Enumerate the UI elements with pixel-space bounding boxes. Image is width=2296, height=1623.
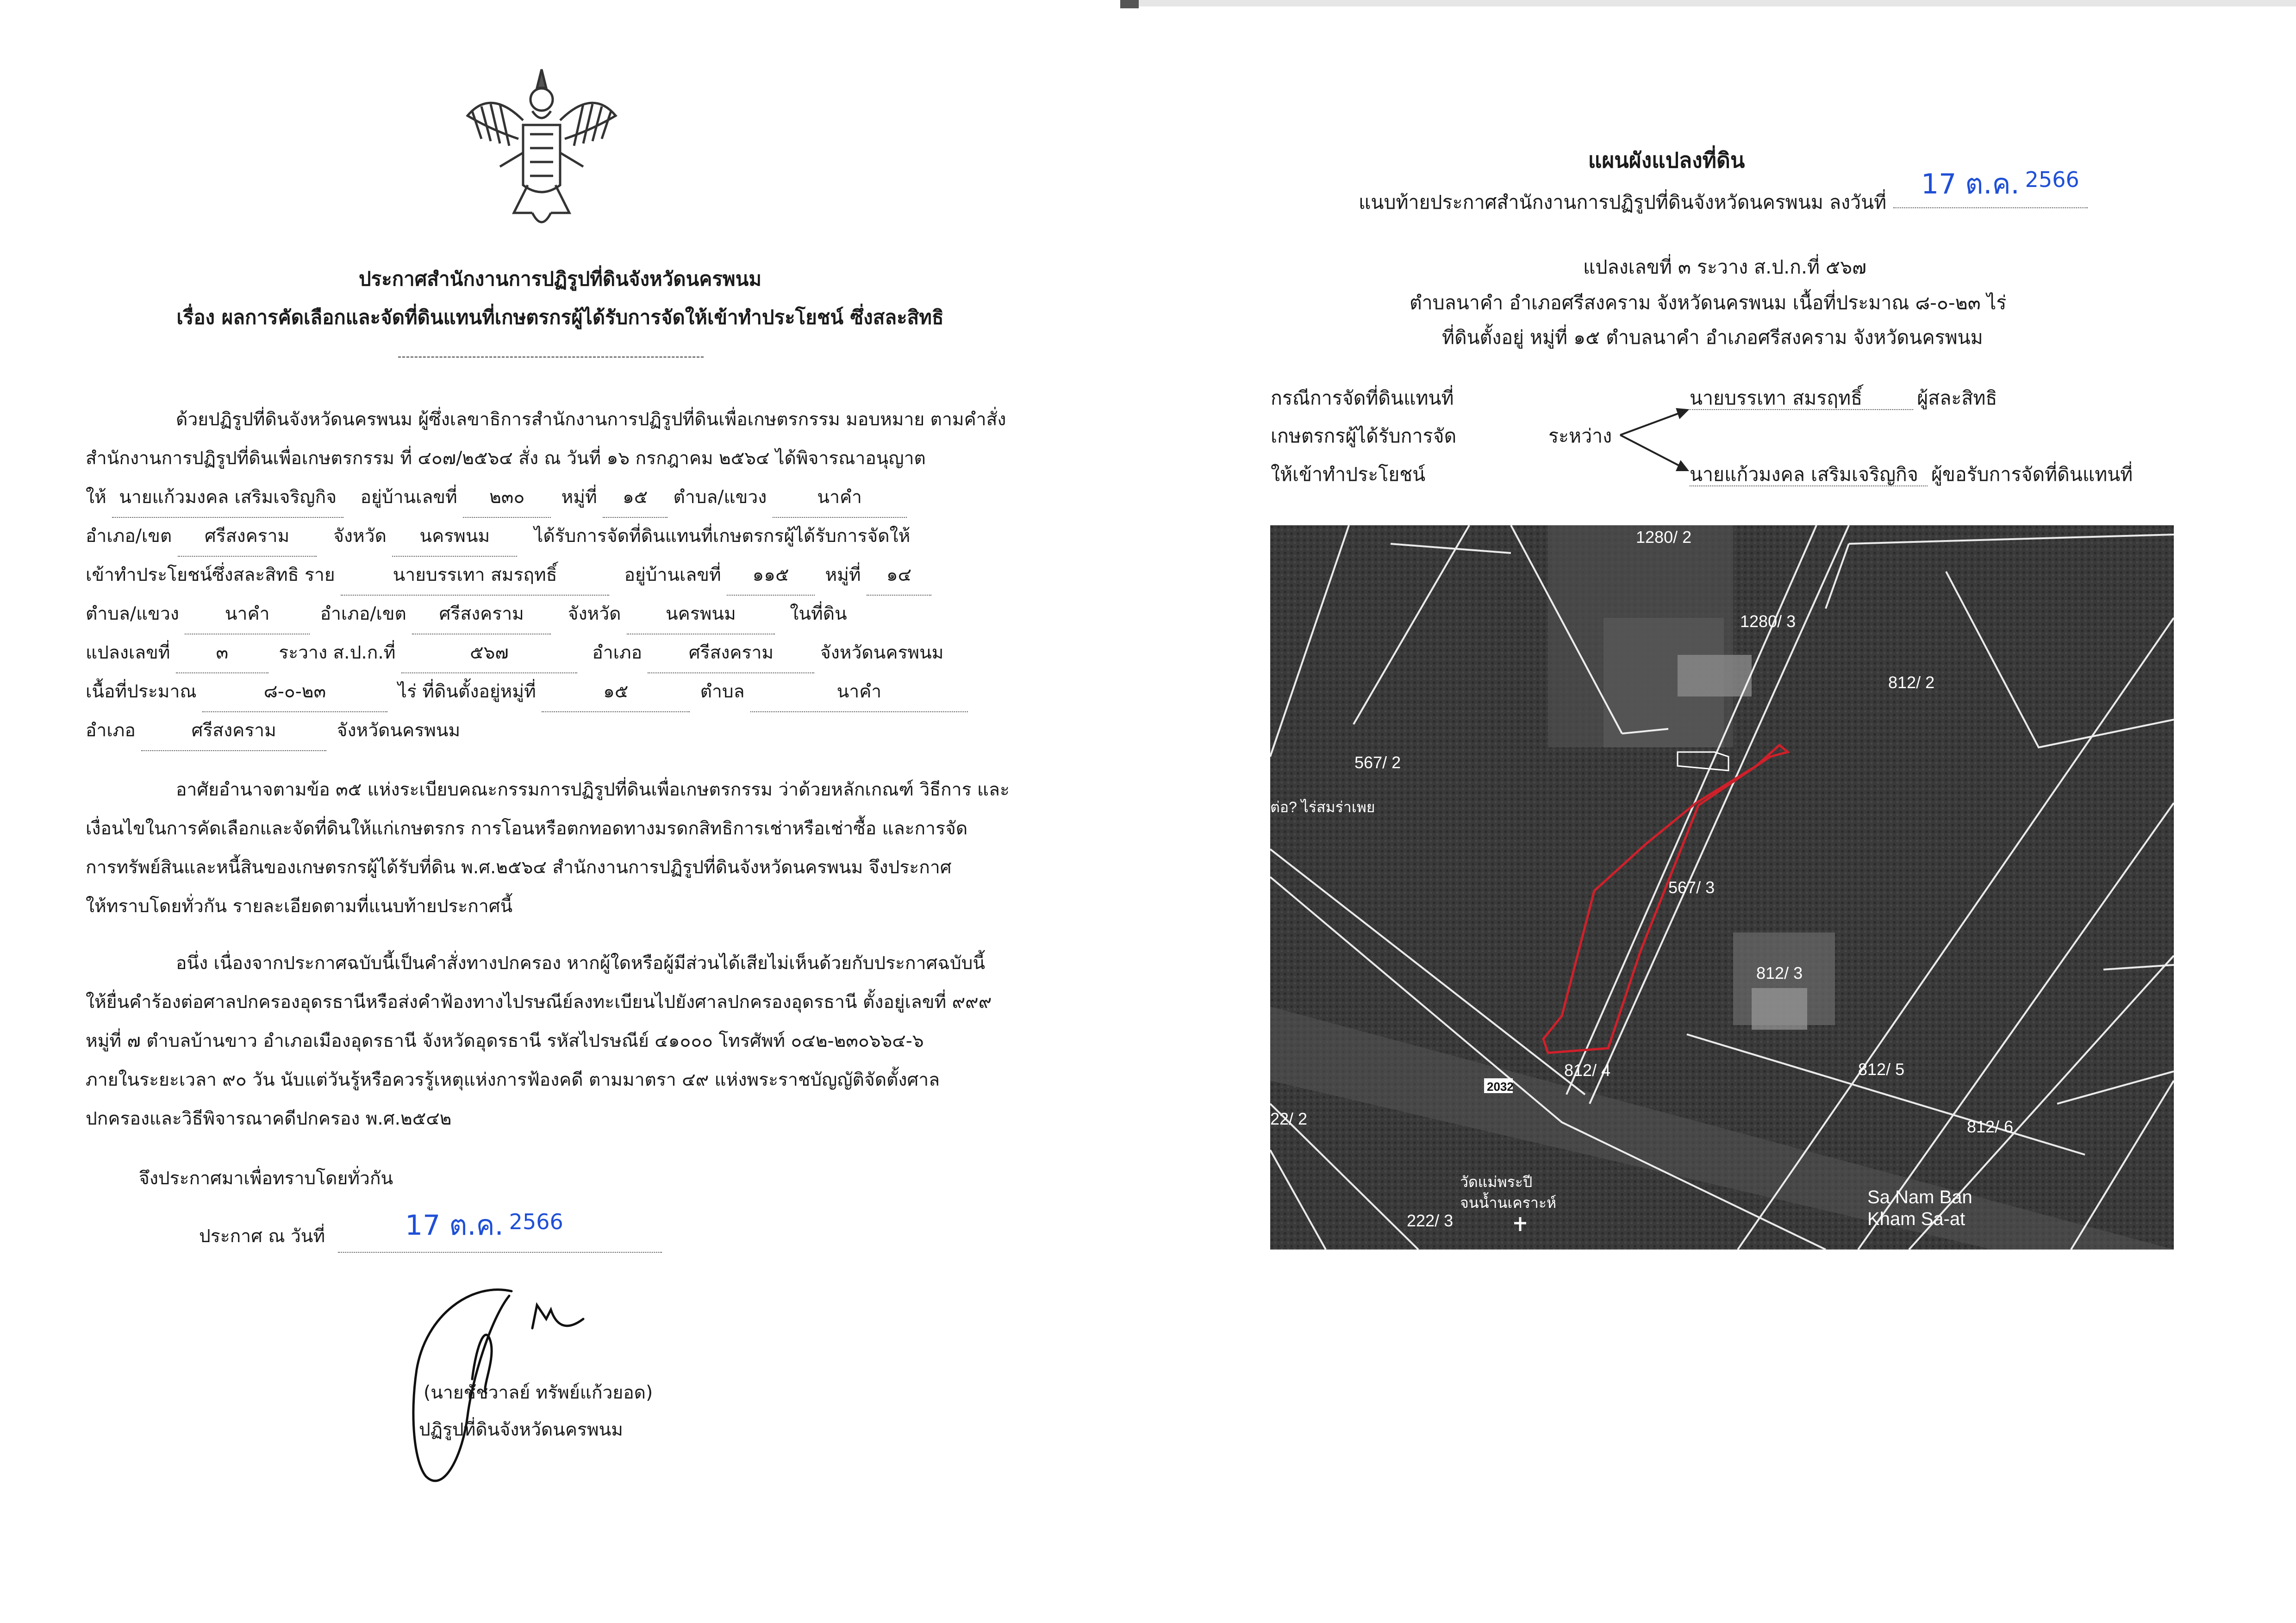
paragraph-3-line-2: ให้ยื่นคำร้องต่อศาลปกครองอุดรธานีหรือส่งคำฟ้องทางไปรษณีย์ลงทะเบียนไปยังศาลปกครองอุดรธานี ตั้งอยู่เลขที่ ๙๙๙ (86, 992, 992, 1013)
paragraph-3-line-4: ภายในระยะเวลา ๙๐ วัน นับแต่วันรู้หรือควรรู้เหตุแห่งการฟ้องคดี ตามมาตรา ๔๙ แห่งพระราชบัญญัติจัดตั้งศาล (86, 1070, 940, 1090)
case-label-1: กรณีการจัดที่ดินแทนที่ (1271, 387, 1454, 409)
spk-no-field: ๕๖๗ (401, 634, 577, 673)
waiver-name: นายบรรเทา สมรฤทธิ์ ผู้สละสิทธิ (1690, 387, 1997, 409)
map-label-812-2: 812/ 2 (1888, 673, 1935, 692)
signer-title: ปฏิรูปที่ดินจังหวัดนครพนม (419, 1419, 623, 1440)
paragraph-3-line-5: ปกครองและวิธีพิจารณาคดีปกครอง พ.ศ.๒๕๔๒ (86, 1108, 452, 1129)
map-place-en-1: Sa Nam Ban (1867, 1187, 1972, 1207)
form-row-land-amphoe: อำเภอ ศรีสงคราม จังหวัดนครพนม (86, 711, 1021, 751)
location-line: ตำบลนาคำ อำเภอศรีสงคราม จังหวัดนครพนม เนื้อที่ประมาณ ๘-๐-๒๓ ไร่ (1410, 292, 2007, 314)
paragraph-1-line-2: สำนักงานการปฏิรูปที่ดินเพื่อเกษตรกรรม ที่ ๔๐๗/๒๕๖๔ สั่ง ณ วันที่ ๑๖ กรกฎาคม ๒๕๖๔ ได้พิจารณาอนุญาต (86, 448, 926, 469)
map-label-812-6: 812/ 6 (1967, 1117, 2014, 1136)
map-place-label: ต่อ? ไร่สมร่าเพย (1270, 799, 1375, 815)
map-label-222-3: 222/ 3 (1407, 1211, 1454, 1230)
map-temple-label-2: จนน้ำนเคราะห์ (1460, 1194, 1557, 1211)
applicant-name: นายแก้วมงคล เสริมเจริญกิจ ผู้ขอรับการจัดที่ดินแทนที่ (1690, 463, 2133, 485)
amphoe-field: ศรีสงคราม (178, 517, 317, 557)
map-title: แผนผังแปลงที่ดิน (1588, 148, 1745, 173)
closing-line: จึงประกาศมาเพื่อทราบโดยทั่วกัน (139, 1168, 393, 1189)
map-label-1280-3: 1280/ 3 (1740, 612, 1796, 631)
waiver-name-field: นายบรรเทา สมรฤทธิ์ (341, 556, 609, 596)
paragraph-2-line-1: อาศัยอำนาจตามข้อ ๓๕ แห่งระเบียบคณะกรรมการปฏิรูปที่ดินเพื่อเกษตรกรรม ว่าด้วยหลักเกณฑ์ วิธีการ และ (176, 779, 1010, 800)
map-label-1280-2: 1280/ 2 (1636, 528, 1692, 547)
plot-line: แปลงเลขที่ ๓ ระวาง ส.ป.ก.ที่ ๕๖๗ (1583, 256, 1866, 278)
waiver-moo-field: ๑๔ (867, 556, 931, 596)
changwat-field: นครพนม (392, 517, 517, 557)
between-label: ระหว่าง (1548, 425, 1612, 447)
map-place-en-2: Kham Sa-at (1867, 1209, 1965, 1229)
case-label-3: ให้เข้าทำประโยชน์ (1271, 463, 1426, 485)
form-row-recipient: ให้ นายแก้วมงคล เสริมเจริญกิจ อยู่บ้านเลขที่ ๒๓๐ หมู่ที่ ๑๕ ตำบล/แขวง นาคำ (86, 478, 1021, 518)
attach-date-line (1893, 207, 2088, 208)
plot-no-field: ๓ (176, 634, 268, 673)
tambon-field: นาคำ (773, 478, 907, 518)
waiver-changwat-field: นครพนม (627, 595, 775, 634)
form-row-waiver: เข้าทำประโยชน์ซึ่งสละสิทธิ ราย นายบรรเทา สมรฤทธิ์ อยู่บ้านเลขที่ ๑๑๕ หมู่ที่ ๑๔ (86, 556, 1021, 596)
announce-date-label: ประกาศ ณ วันที่ (199, 1226, 325, 1247)
paragraph-2-line-3: การทรัพย์สินและหนี้สินของเกษตรกรผู้ได้รับที่ดิน พ.ศ.๒๕๖๔ สำนักงานการปฏิรูปที่ดินจังหวัดนครพนม จึงประกาศ (86, 857, 952, 878)
map-temple-label-1: วัดแม่พระปี (1460, 1174, 1533, 1190)
between-arrows-icon (1618, 403, 1697, 477)
signer-name: (นายชัชวาลย์ ทรัพย์แก้วยอด) (424, 1382, 653, 1403)
attach-line: แนบท้ายประกาศสำนักงานการปฏิรูปที่ดินจังหวัดนครพนม ลงวันที่ (1359, 191, 1887, 213)
waiver-tambon-field: นาคำ (185, 595, 310, 634)
land-amphoe-field: ศรีสงคราม (141, 711, 326, 751)
attach-date-handwritten: 17 ต.ค. $^{2566}$ (1921, 167, 2079, 200)
located-line: ที่ดินตั้งอยู่ หมู่ที่ ๑๕ ตำบลนาคำ อำเภอศรีสงคราม จังหวัดนครพนม (1442, 326, 1983, 348)
plot-amphoe-field: ศรีสงคราม (648, 634, 814, 673)
house-no-field: ๒๓๐ (463, 478, 551, 518)
map-label-812-3: 812/ 3 (1756, 964, 1803, 983)
land-moo-field: ๑๕ (542, 672, 690, 712)
form-row-location: ตำบล/แขวง นาคำ อำเภอ/เขต ศรีสงคราม จังหวัด นครพนม ในที่ดิน (86, 595, 1021, 634)
paragraph-2-line-2: เงื่อนไขในการคัดเลือกและจัดที่ดินให้แก่เกษตรกร การโอนหรือตกทอดทางมรดกสิทธิการเช่าหรือเช่าซื้อ และการจัด (86, 818, 968, 839)
announce-date-line (338, 1252, 662, 1253)
announce-date-handwritten: 17 ต.ค. $^{2566}$ (405, 1209, 563, 1242)
form-row-area: เนื้อที่ประมาณ ๘-๐-๒๓ ไร่ ที่ดินตั้งอยู่หมู่ที่ ๑๕ ตำบล นาคำ (86, 672, 1021, 712)
garuda-emblem (463, 60, 620, 236)
title-divider (398, 356, 704, 358)
map-label-812-5: 812/ 5 (1858, 1060, 1905, 1079)
map-label-22-2: 22/ 2 (1270, 1109, 1308, 1128)
form-row-plot: แปลงเลขที่ ๓ ระวาง ส.ป.ก.ที่ ๕๖๗ อำเภอ ศรีสงคราม จังหวัดนครพนม (86, 634, 1021, 673)
announcement-title: ประกาศสำนักงานการปฏิรูปที่ดินจังหวัดนครพนม (358, 267, 762, 290)
road-badge: 2032 (1487, 1080, 1514, 1094)
map-canvas (1270, 525, 2174, 1250)
form-row-district: อำเภอ/เขต ศรีสงคราม จังหวัด นครพนม ได้รับการจัดที่ดินแทนที่เกษตรกรผู้ได้รับการจัดให้ (86, 517, 1021, 557)
map-label-567-3: 567/ 3 (1668, 878, 1715, 897)
scan-page-edge (1120, 0, 2296, 6)
waiver-amphoe-field: ศรีสงคราม (412, 595, 551, 634)
land-tambon-field: นาคำ (750, 672, 968, 712)
waiver-house-no-field: ๑๑๕ (727, 556, 815, 596)
announcement-subject: เรื่อง ผลการคัดเลือกและจัดที่ดินแทนที่เกษตรกรผู้ได้รับการจัดให้เข้าทำประโยชน์ ซึ่งสละสิทธิ (176, 306, 944, 329)
paragraph-3-line-1: อนึ่ง เนื่องจากประกาศฉบับนี้เป็นคำสั่งทางปกครอง หากผู้ใดหรือผู้มีส่วนได้เสียไม่เห็นด้วยกับประกาศฉบับนี้ (176, 953, 985, 974)
scan-notch (1120, 0, 1139, 8)
paragraph-3-line-3: หมู่ที่ ๗ ตำบลบ้านขาว อำเภอเมืองอุดรธานี จังหวัดอุดรธานี รหัสไปรษณีย์ ๔๑๐๐๐ โทรศัพท์ ๐๔๒-๒๓๐๖๖๔-๖ (86, 1031, 924, 1051)
case-label-2: เกษตรกรผู้ได้รับการจัด (1271, 425, 1457, 447)
satellite-plot-map (1270, 525, 2174, 1250)
map-label-567-2: 567/ 2 (1354, 753, 1401, 772)
moo-field: ๑๕ (603, 478, 668, 518)
recipient-name-field: นายแก้วมงคล เสริมเจริญกิจ (112, 478, 343, 518)
paragraph-2-line-4: ให้ทราบโดยทั่วกัน รายละเอียดตามที่แนบท้ายประกาศนี้ (86, 896, 513, 917)
map-label-812-4: 812/ 4 (1564, 1061, 1611, 1080)
paragraph-1-line-1: ด้วยปฏิรูปที่ดินจังหวัดนครพนม ผู้ซึ่งเลขาธิการสำนักงานการปฏิรูปที่ดินเพื่อเกษตรกรรม มอบหมาย ตามคำสั่ง (176, 409, 1006, 430)
area-field: ๘-๐-๒๓ (202, 672, 387, 712)
